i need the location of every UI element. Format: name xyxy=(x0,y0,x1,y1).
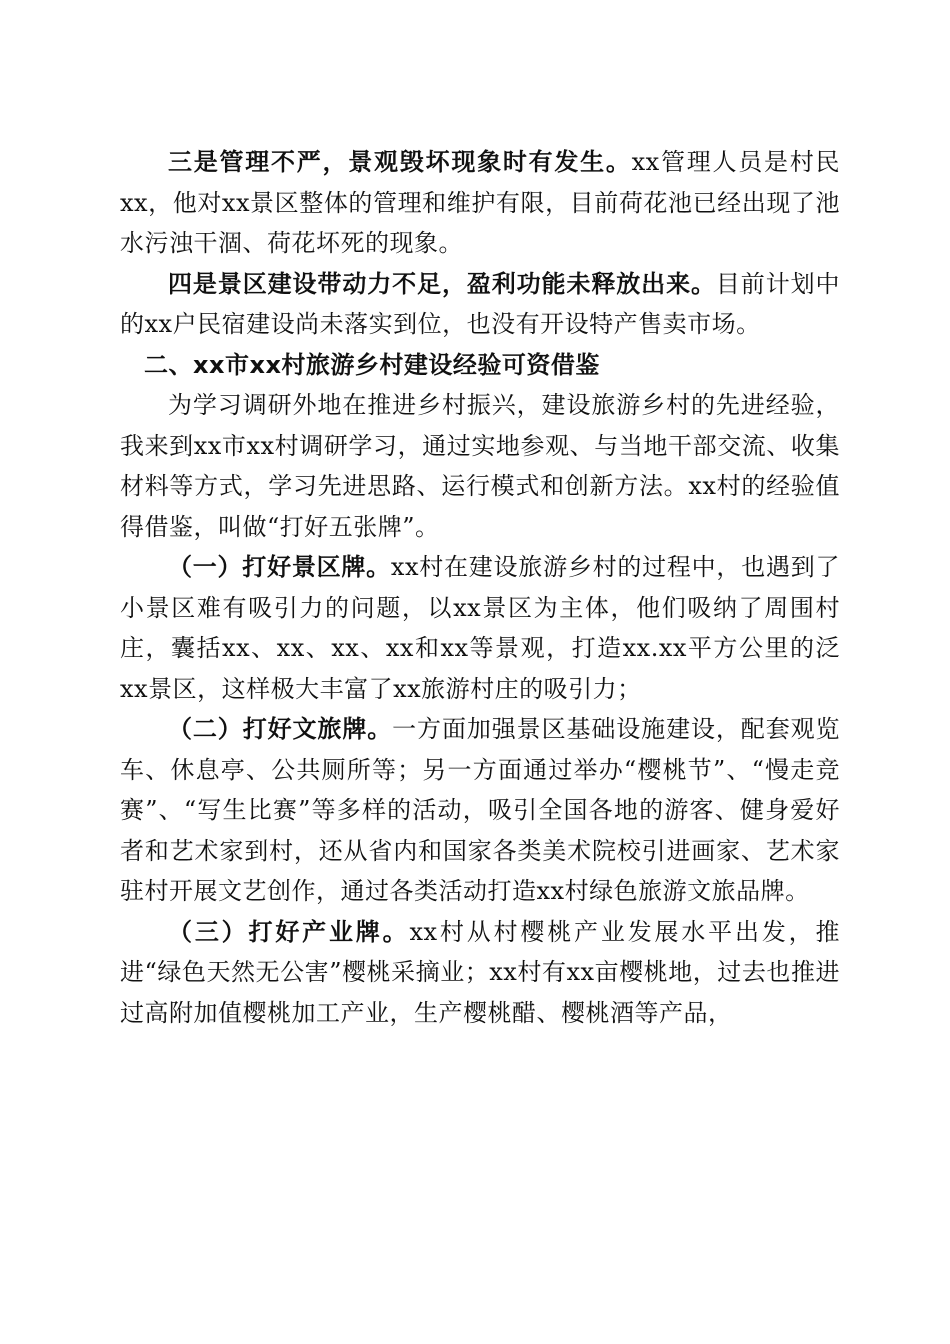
item-culture-tourism xyxy=(120,709,840,912)
item-lead: （二）打好文旅牌。 xyxy=(168,715,393,743)
paragraph-body: 目前计划中的xx户民宿建设尚未落实到位，也没有开设特产售卖市场。 xyxy=(120,269,841,338)
document-body xyxy=(120,142,840,1033)
paragraph-management xyxy=(120,142,840,264)
item-lead: （一）打好景区牌。 xyxy=(168,553,391,581)
paragraph-driving-force xyxy=(120,264,840,345)
item-industry xyxy=(120,912,840,1034)
intro-paragraph: 为学习调研外地在推进乡村振兴，建设旅游乡村的先进经验，我来到xx市xx村调研学习，通过实地参观、与当地干部交流、收集材料等方式，学习先进思路、运行模式和创新方法。xx村的经验值得借鉴，叫做“打好五张牌”。 xyxy=(120,391,840,541)
paragraph-lead: 四是景区建设带动力不足，盈利功能未释放出来。 xyxy=(168,269,716,298)
paragraph-lead: 三是管理不严，景观毁坏现象时有发生。 xyxy=(168,148,632,176)
paragraph-body: xx管理人员是村民xx，他对xx景区整体的管理和维护有限，目前荷花池已经出现了池水污浊干涸、荷花坏死的现象。 xyxy=(120,148,840,257)
item-body: xx村从村樱桃产业发展水平出发，推进“绿色天然无公害”樱桃采摘业；xx村有xx亩樱桃地，过去也推进过高附加值樱桃加工产业，生产樱桃醋、樱桃酒等产品， xyxy=(120,917,841,1027)
item-body: xx村在建设旅游乡村的过程中，也遇到了小景区难有吸引力的问题，以xx景区为主体，他们吸纳了周围村庄，囊括xx、xx、xx、xx和xx等景观，打造xx.xx平方公里的泛xx景区，这样极大丰富了xx旅游村庄的吸引力； xyxy=(120,553,841,703)
item-lead: （三）打好产业牌。 xyxy=(168,917,410,946)
item-body: 一方面加强景区基础设施建设，配套观览车、休息亭、公共厕所等；另一方面通过举办“樱桃节”、“慢走竞赛”、“写生比赛”等多样的活动，吸引全国各地的游客、健身爱好者和艺术家到村，还从省内和国家各类美术院校引进画家、艺术家驻村开展文艺创作，通过各类活动打造xx村绿色旅游文旅品牌。 xyxy=(120,715,841,905)
section-heading: 二、xx市xx村旅游乡村建设经验可资借鉴 xyxy=(144,350,600,379)
item-scenic-area xyxy=(120,547,840,709)
